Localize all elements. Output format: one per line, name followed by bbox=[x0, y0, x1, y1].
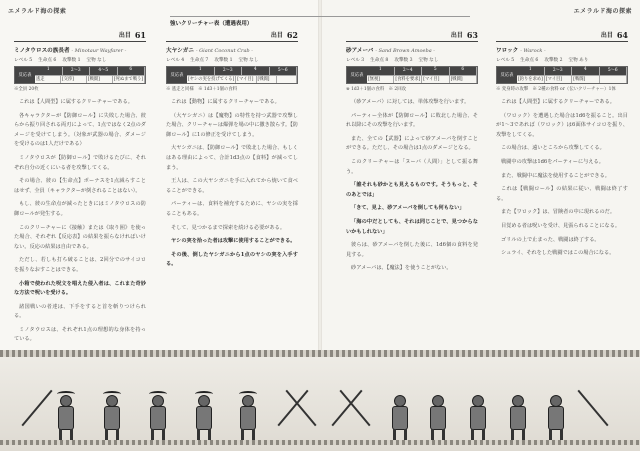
paragraph: 砂アメーバは、【魔法】を使うことがない。 bbox=[351, 265, 452, 272]
decorative-border-bottom bbox=[0, 440, 640, 445]
paragraph: また、戦闘中に魔法を使用することができる。 bbox=[501, 172, 610, 179]
exit-number: 62 bbox=[286, 29, 298, 40]
reaction-roll: 5 bbox=[422, 67, 450, 75]
exit-label: 出目 bbox=[118, 32, 131, 39]
dwarf-illustration bbox=[548, 395, 564, 441]
paragraph: （ワロック）を遭遇した場合は1d6を振ること。出目が1～3であれば（ワロック）は6面体サイコロを振り、攻撃をしてくる。 bbox=[496, 112, 628, 138]
exit-number: 61 bbox=[134, 29, 146, 40]
stat-note: ※ 変身時の攻撃 ※ 2種の食料 or（伝いクリーチャー）1体 bbox=[496, 87, 616, 92]
monster-stats bbox=[14, 57, 146, 63]
reaction-table-label: 反応表 bbox=[15, 67, 35, 83]
reaction-result: [戦闘] bbox=[257, 76, 277, 84]
paragraph: ミノタウロスは、それぞれ1点の理想的な身体を持っている。 bbox=[14, 326, 146, 343]
reaction-roll: 1 bbox=[367, 67, 395, 75]
minotaur-illustration bbox=[150, 395, 166, 441]
paragraph: そして、見つかるまで探索を続ける必要がある。 bbox=[171, 224, 286, 231]
monster-name-en: - Sand Brown Amoeba - bbox=[375, 48, 435, 54]
reaction-roll: 1 bbox=[35, 67, 63, 75]
paragraph: もし、彼の生命点が減ったときにはミノタウロスの防御ロールが発生する。 bbox=[14, 201, 146, 217]
reaction-roll: 1 bbox=[187, 67, 215, 75]
paragraph: これは【人間型】に属するクリーチャーである。 bbox=[501, 99, 615, 105]
paragraph: また、全ての【武器】によって砂アメーバを倒すことができる。ただし、その場合は1点のダメージとなる。 bbox=[346, 135, 478, 152]
paragraph: 諸国戦いの者達は、下手をすると首を斬りつけられる。 bbox=[14, 303, 146, 320]
stat-note: ※ 1d3＋1個の食料 ※ 2回攻 bbox=[346, 87, 406, 92]
stat-life: 生命点 7 bbox=[190, 58, 209, 63]
monster-stats bbox=[346, 57, 478, 63]
reaction-result bbox=[277, 76, 297, 84]
paragraph-emphasis: 小箱で使われた呪文を唱えた侵入者は、これまた奇妙な方法で呪いを受ける。 bbox=[14, 280, 146, 297]
reaction-result: 逃走 bbox=[35, 76, 61, 84]
reaction-table bbox=[346, 66, 478, 84]
paragraph-emphasis: 「誰それも砂かとも見えるものです。そうもっと、そのあとでは」 bbox=[346, 182, 478, 198]
reaction-roll: 2～4 bbox=[395, 67, 423, 75]
reaction-table bbox=[166, 66, 298, 84]
paragraph: 戦闘中の攻撃は1d6をパーティーに与える。 bbox=[501, 158, 604, 165]
reaction-roll: 1 bbox=[517, 67, 545, 75]
paragraph: これは【人間型】に属するクリーチャーである。 bbox=[19, 99, 133, 105]
reaction-result: [無視] bbox=[367, 76, 394, 84]
paragraph: その場合、彼の【生命点】ボーナスを1点減らすことはせず、全員（キャラクターが倒されることはない）。 bbox=[14, 178, 146, 194]
reaction-roll: 6 bbox=[450, 67, 478, 75]
exit-heading bbox=[166, 30, 298, 42]
paragraph: これは【動物】に属するクリーチャーである。 bbox=[171, 99, 280, 105]
paragraph-emphasis: 「きて、見よ、砂アメーバを倒しても何もない」 bbox=[351, 205, 465, 212]
monster-stats bbox=[496, 57, 628, 63]
stat-treasure: 宝物 なし bbox=[418, 58, 439, 63]
stat-life: 生命点 8 bbox=[370, 58, 389, 63]
exit-label: 出目 bbox=[450, 32, 463, 39]
exit-label: 出目 bbox=[600, 32, 613, 39]
paragraph: パーティー全体が【防御ロール】に敗北した場合、それ以降にその攻撃を行います。 bbox=[346, 112, 478, 129]
entry-column-63 bbox=[346, 30, 478, 350]
exit-heading bbox=[496, 30, 628, 42]
reaction-roll: 5～6 bbox=[270, 67, 298, 75]
reaction-table-label: 反応表 bbox=[497, 67, 517, 83]
reaction-roll: 6 bbox=[118, 67, 146, 75]
illustration-banner bbox=[0, 350, 640, 451]
reaction-roll: 5～6 bbox=[600, 67, 628, 75]
reaction-result: [マイ目] bbox=[545, 76, 572, 84]
monster-name-en: - Minotaur Wayfarer - bbox=[71, 48, 127, 54]
entry-column-64 bbox=[496, 30, 628, 350]
monster-name bbox=[166, 46, 298, 54]
monster-name bbox=[346, 46, 478, 54]
entry-body bbox=[496, 98, 628, 259]
monster-name bbox=[496, 46, 628, 54]
reaction-result: [ヤシの実を投げてくる] bbox=[188, 76, 235, 82]
paragraph: 大ヤシガニは、【防御ロール】で敗北した場合、もしくはある理由によって、合計1d3点の【食料】が減ってしまう。 bbox=[166, 145, 298, 171]
minotaur-illustration bbox=[58, 395, 74, 441]
running-header-right: エメラルド海の探索 bbox=[573, 8, 632, 15]
sword-illustration bbox=[331, 390, 362, 427]
exit-number: 64 bbox=[616, 29, 628, 40]
paragraph: このクリーチャーに《接触》または《取り囲》を使った場合、それぞれ【反応表】の結果を振らなければいけない。反応の結果は自由である。 bbox=[14, 224, 146, 250]
reaction-result: [戦闘] bbox=[87, 76, 113, 84]
banner-flag-illustration bbox=[577, 390, 608, 427]
stat-level: レベル 3 bbox=[346, 58, 365, 63]
stat-life: 生命点 6 bbox=[520, 58, 539, 63]
decorative-border-top bbox=[0, 350, 640, 357]
paragraph: シュライ、それをした戦闘ではこの場合になる。 bbox=[501, 250, 615, 257]
minotaur-illustration bbox=[240, 395, 256, 441]
entry-body bbox=[166, 98, 298, 270]
stat-note: ※ 逃走と同様 ※ 1d3＋1個の食料 bbox=[166, 87, 238, 92]
paragraph: これは【戦闘ロール】の結果に従い、戦闘は終了する。 bbox=[496, 186, 628, 202]
warrior-illustration bbox=[430, 395, 446, 441]
entry-column-62 bbox=[166, 30, 298, 350]
paragraph: 各キャラクターが【防御ロール】に失敗した場合、彼らから振り回される両刃によって、1点ではなく2点のダメージを受けてしまう。（対象が武器の場合、ダメージを受けるのは1人だけである） bbox=[14, 112, 146, 148]
paragraph: また【ワロック】は、冒険者の中に現れるのだ。 bbox=[501, 209, 616, 216]
reaction-table bbox=[496, 66, 628, 84]
stat-attacks: 攻撃数 3 bbox=[394, 58, 413, 63]
stat-attacks: 攻撃数 2 bbox=[544, 58, 563, 63]
monster-name-jp: ワロック bbox=[496, 48, 519, 54]
paragraph-emphasis: ヤシの実を拾った者は攻撃に使用することができる。 bbox=[171, 238, 296, 245]
axe-illustration bbox=[21, 390, 52, 427]
stat-treasure: 宝物 あり bbox=[568, 58, 589, 63]
stat-note: ※全員 20枚 bbox=[14, 87, 39, 92]
stat-life: 生命点 6 bbox=[38, 58, 57, 63]
reaction-result: [食料を要求] bbox=[395, 76, 421, 82]
reaction-roll: 2～3 bbox=[545, 67, 573, 75]
stat-treasure: 宝物 なし bbox=[86, 58, 107, 63]
reaction-table bbox=[14, 66, 146, 84]
monster-name-en: - Giant Coconut Crab - bbox=[195, 48, 253, 54]
stat-attacks: 攻撃数 1 bbox=[214, 58, 233, 63]
paragraph-emphasis: 「海の中だとしても、それは同じことで、見つからないかもしれない」 bbox=[346, 218, 478, 235]
paragraph: （砂アメーバ）に対しては、単体攻撃を行います。 bbox=[351, 99, 470, 105]
adventurer-illustration bbox=[470, 395, 486, 441]
stat-level: レベル 4 bbox=[166, 58, 185, 63]
knight-illustration bbox=[392, 395, 408, 441]
paragraph: 目覚める者は呪いを受け、見張られることになる。 bbox=[501, 222, 621, 229]
reaction-result: [戦闘] bbox=[572, 76, 599, 84]
reaction-roll: 4～5 bbox=[90, 67, 118, 75]
minotaur-illustration bbox=[104, 395, 120, 441]
reaction-result: [戦闘] bbox=[450, 76, 477, 84]
table-title: 強いクリーチャー表（遭遇表用） bbox=[170, 21, 253, 27]
reaction-result: [死ぬまで戦う] bbox=[113, 76, 143, 82]
exit-heading bbox=[14, 30, 146, 42]
adventurer-illustration bbox=[510, 395, 526, 441]
monster-name-en: - Warock - bbox=[520, 48, 546, 54]
monster-stats bbox=[166, 57, 298, 63]
paragraph: 彼らは、砂アメーバを倒した後に、1d6個の食料を発見する。 bbox=[346, 242, 478, 258]
entry-body bbox=[346, 98, 478, 274]
monster-name-jp: ミノタウロスの族長者 bbox=[14, 48, 70, 54]
exit-number: 63 bbox=[466, 29, 478, 40]
paragraph: この場合は、遠いところから攻撃してくる。 bbox=[501, 145, 605, 152]
paragraph: ゴリルの上で止まった、戦闘は終了する。 bbox=[501, 236, 600, 243]
stat-level: レベル 5 bbox=[496, 58, 515, 63]
reaction-table-label: 反応表 bbox=[347, 67, 367, 83]
paragraph: このクリーチャーは「ヌーバ（人間）」として振る舞う。 bbox=[346, 158, 478, 175]
entry-body bbox=[14, 98, 146, 345]
reaction-result: [釣りを求め] bbox=[518, 76, 543, 82]
paragraph: パーティーは、食料を補充するために、ヤシの実を採ることもある。 bbox=[166, 201, 298, 217]
reaction-result: [交渉] bbox=[61, 76, 87, 84]
exit-label: 出目 bbox=[270, 32, 283, 39]
stat-treasure: 宝物 なし bbox=[238, 58, 259, 63]
reaction-roll: 2～3 bbox=[215, 67, 243, 75]
reaction-result: [マイ目] bbox=[236, 76, 256, 84]
paragraph: 王人は、この大ヤシガニを手に入れてから焼いて食べることができる。 bbox=[166, 178, 298, 194]
stat-attacks: 攻撃数 1 bbox=[62, 58, 81, 63]
paragraph: ただし、若しも打ち破ることは、2回分でのサイコロを振りなおすことはできる。 bbox=[14, 257, 146, 273]
minotaur-illustration bbox=[196, 395, 212, 441]
reaction-roll: 4 bbox=[242, 67, 270, 75]
paragraph-emphasis: その後、倒したヤシガニから1点のヤシの実を入手する。 bbox=[166, 251, 298, 268]
reaction-roll: 4 bbox=[572, 67, 600, 75]
reaction-table-label: 反応表 bbox=[167, 67, 187, 83]
paragraph: ミノタウロスが【防御ロール】で敗けるたびに、それぞれ自分の近くにいる者を攻撃してくる。 bbox=[14, 154, 146, 171]
running-header-left: エメラルド海の探索 bbox=[8, 8, 67, 15]
sword-illustration bbox=[277, 390, 308, 427]
monster-name-jp: 大ヤシガニ bbox=[166, 48, 194, 54]
stat-level: レベル 5 bbox=[14, 58, 33, 63]
reaction-roll: 2～3 bbox=[63, 67, 91, 75]
paragraph: （大ヤシガニ）は【魔物】の特性を持つ武器で攻撃した場合、クリーチャーは爆弾を場の中に撒き散らす。【防御ロール】に1の修正を受けてしまう。 bbox=[166, 112, 298, 138]
monster-name-jp: 砂アメーバ bbox=[346, 48, 374, 54]
exit-heading bbox=[346, 30, 478, 42]
reaction-result: [マイ目] bbox=[422, 76, 449, 84]
monster-name bbox=[14, 46, 146, 54]
entry-column-61 bbox=[14, 30, 146, 350]
reaction-result bbox=[600, 76, 627, 84]
